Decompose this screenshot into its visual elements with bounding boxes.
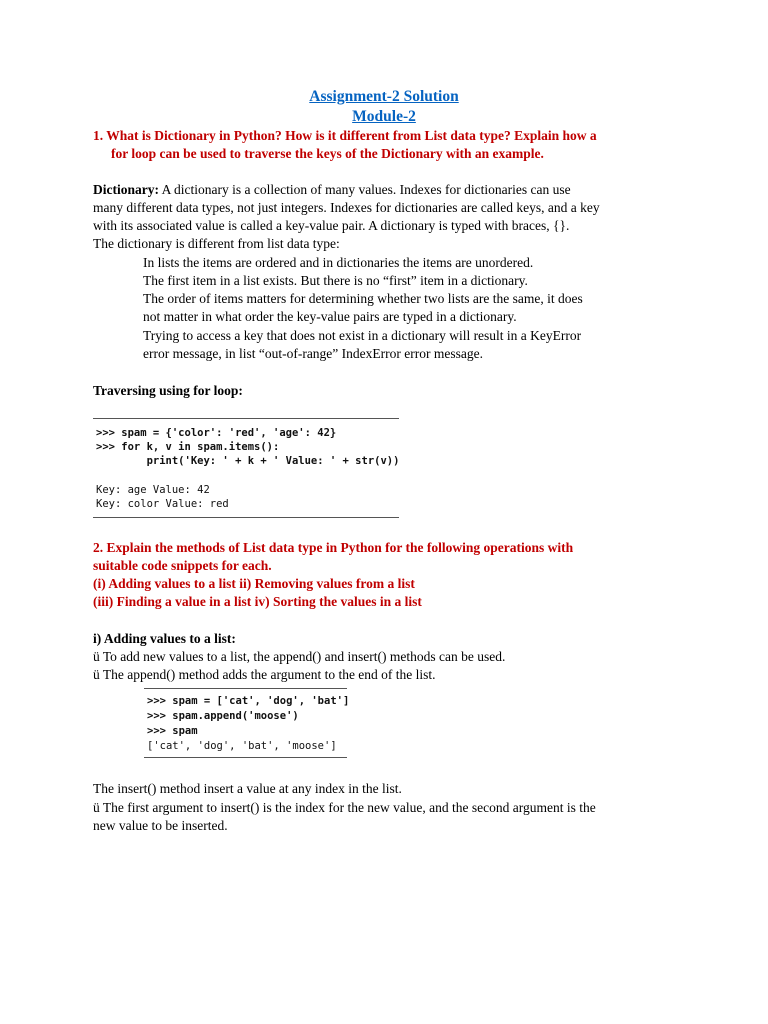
difference-line-6: error message, in list “out-of-range” IndexError error message. [143, 346, 483, 361]
code-line: >>> spam = {'color': 'red', 'age': 42} [96, 427, 337, 439]
insert-line-1: The insert() method insert a value at any index in the list. [93, 781, 402, 796]
code-output-line: Key: color Value: red [96, 498, 229, 510]
code-line: >>> for k, v in spam.items(): [96, 441, 280, 453]
question-2-line-3: (i) Adding values to a list ii) Removing values from a list [93, 576, 415, 591]
code-line: print('Key: ' + k + ' Value: ' + str(v)) [96, 455, 400, 467]
code-line: >>> spam = ['cat', 'dog', 'bat'] [147, 695, 350, 707]
question-2-line-1: 2. Explain the methods of List data type in Python for the following operations with [93, 540, 574, 555]
code-output-line: Key: age Value: 42 [96, 484, 210, 496]
adding-bullet-1: ü To add new values to a list, the append() and insert() methods can be used. [93, 649, 506, 664]
question-1-line-2: for loop can be used to traverse the keys of the Dictionary with an example. [111, 146, 544, 161]
code-snippet-dictionary-loop [93, 418, 399, 518]
dictionary-paragraph-line-4: The dictionary is different from list data type: [93, 236, 340, 251]
dictionary-paragraph-line-3: with its associated value is called a key-value pair. A dictionary is typed with braces, {}. [93, 218, 570, 233]
difference-line-2: The first item in a list exists. But there is no “first” item in a dictionary. [143, 273, 528, 288]
module-title: Module-2 [352, 108, 416, 125]
code-snippet-append [144, 688, 350, 758]
difference-line-3: The order of items matters for determining whether two lists are the same, it does [143, 291, 583, 306]
difference-line-1: In lists the items are ordered and in dictionaries the items are unordered. [143, 255, 534, 270]
difference-line-4: not matter in what order the key-value pairs are typed in a dictionary. [143, 309, 517, 324]
adding-values-heading: i) Adding values to a list: [93, 631, 236, 646]
code-output-line: ['cat', 'dog', 'bat', 'moose'] [147, 740, 337, 752]
dictionary-paragraph-line-1 [93, 181, 571, 200]
question-1-line-1: 1. What is Dictionary in Python? How is it different from List data type? Explain how a [93, 128, 597, 143]
insert-line-3: new value to be inserted. [93, 818, 228, 833]
code-line: >>> spam.append('moose') [147, 710, 299, 722]
code-line: >>> spam [147, 725, 198, 737]
dictionary-paragraph-line-2: many different data types, not just integers. Indexes for dictionaries are called keys, and a key [93, 200, 600, 215]
dictionary-text: A dictionary is a collection of many values. Indexes for dictionaries can use [158, 182, 571, 197]
insert-line-2: ü The first argument to insert() is the index for the new value, and the second argument is the [93, 800, 596, 815]
question-2-line-4: (iii) Finding a value in a list iv) Sorting the values in a list [93, 594, 422, 609]
difference-line-5: Trying to access a key that does not exist in a dictionary will result in a KeyError [143, 328, 582, 343]
assignment-title: Assignment-2 Solution [309, 88, 459, 105]
question-2-line-2: suitable code snippets for each. [93, 558, 272, 573]
adding-bullet-2: ü The append() method adds the argument to the end of the list. [93, 667, 436, 682]
dictionary-label: Dictionary: [93, 182, 159, 197]
traverse-heading: Traversing using for loop: [93, 383, 243, 398]
